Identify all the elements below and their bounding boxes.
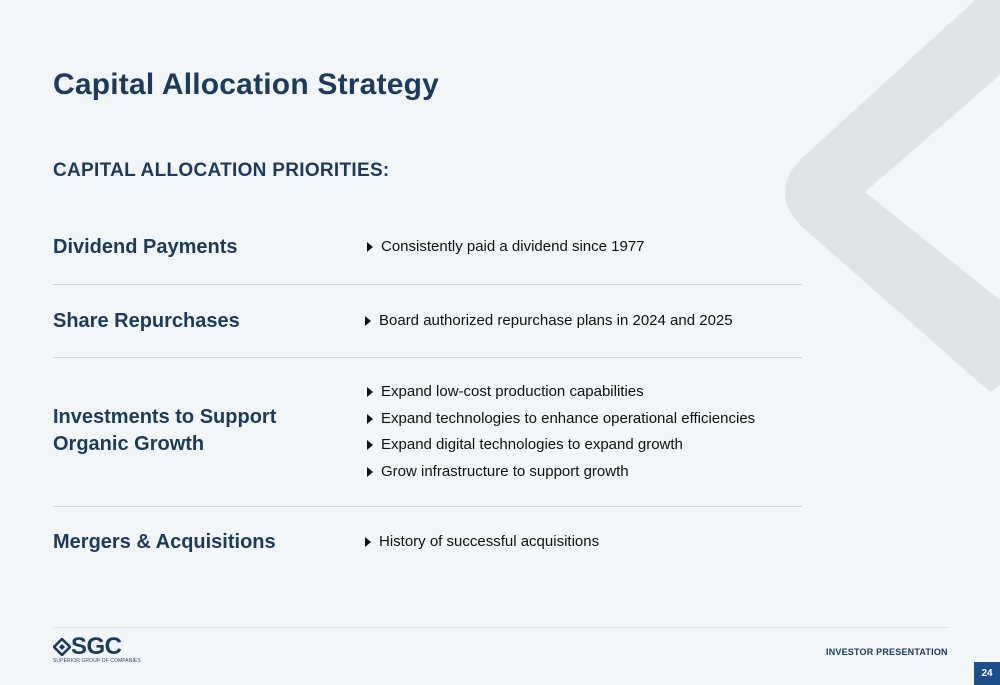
- page-title: Capital Allocation Strategy: [53, 68, 440, 101]
- bullet-item: Expand technologies to enhance operational efficiencies: [365, 406, 755, 433]
- footer-label: INVESTOR PRESENTATION: [826, 647, 948, 657]
- bullet-item: Expand low-cost production capabilities: [365, 379, 755, 406]
- page-number: 24: [974, 662, 1000, 685]
- diamond-logo-icon: [53, 638, 71, 656]
- row-label: Mergers & Acquisitions: [53, 531, 276, 553]
- bullet-item: Board authorized repurchase plans in 2024 and 2025: [363, 308, 733, 335]
- row-divider: [53, 284, 802, 285]
- row-divider: [53, 506, 802, 507]
- logo-subtext: SUPERIOR GROUP OF COMPANIES: [53, 658, 141, 664]
- row-divider: [53, 357, 802, 358]
- row-label: Share Repurchases: [53, 310, 240, 332]
- company-logo: [53, 633, 145, 664]
- bullet-item: Consistently paid a dividend since 1977: [365, 234, 645, 261]
- bullet-item: Grow infrastructure to support growth: [365, 459, 755, 486]
- footer-divider: [53, 627, 950, 628]
- row-label-line2: Organic Growth: [53, 433, 205, 455]
- bullet-item: Expand digital technologies to expand growth: [365, 432, 755, 459]
- row-label-line1: Investments to Support: [53, 406, 277, 428]
- row-bullets: [363, 529, 599, 556]
- row-bullets: [365, 234, 645, 261]
- row-bullets: [363, 308, 733, 335]
- row-label: [53, 404, 276, 458]
- row-bullets: [365, 379, 755, 485]
- logo-text: SGC: [71, 633, 122, 660]
- row-label: Dividend Payments: [53, 236, 238, 258]
- section-subtitle: CAPITAL ALLOCATION PRIORITIES:: [53, 160, 390, 181]
- bullet-item: History of successful acquisitions: [363, 529, 599, 556]
